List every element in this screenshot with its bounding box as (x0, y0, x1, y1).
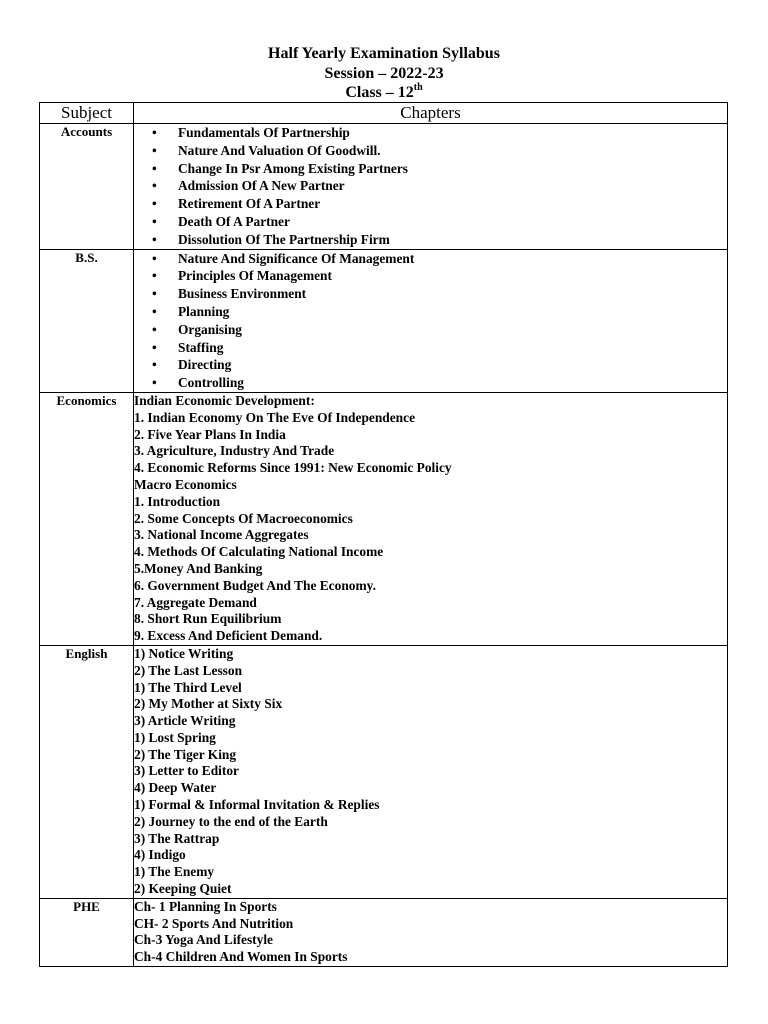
list-item (152, 160, 727, 178)
chapter-line: 2) Journey to the end of the Earth (134, 813, 328, 829)
chapter-list (134, 124, 727, 249)
chapters-cell-bs (134, 249, 728, 392)
chapter-line: Ch-3 Yoga And Lifestyle (134, 932, 273, 948)
chapter-line: 2) The Last Lesson (134, 662, 243, 678)
bullet-glyph: • (152, 357, 157, 373)
chapter-text: Business Environment (178, 286, 307, 302)
bullet-glyph: • (152, 125, 157, 140)
chapter-line: 8. Short Run Equilibrium (134, 611, 282, 627)
chapters-cell-economics (134, 392, 728, 645)
list-item (152, 321, 727, 339)
bullet-glyph: • (152, 142, 157, 158)
column-header-subject: Subject (40, 103, 134, 124)
list-item (152, 339, 727, 357)
list-item (152, 124, 727, 142)
chapter-line: 6. Government Budget And The Economy. (134, 577, 376, 593)
chapter-line: 1. Introduction (134, 493, 221, 509)
chapter-line: 4) Deep Water (134, 780, 217, 796)
chapter-text: Organising (178, 321, 242, 337)
chapter-line: 3. Agriculture, Industry And Trade (134, 443, 335, 459)
list-item (152, 142, 727, 160)
table-row-economics (40, 392, 728, 645)
list-item (152, 267, 727, 285)
list-item (152, 231, 727, 249)
table-header-row (40, 103, 728, 124)
class-text: Class – 12 (345, 84, 414, 101)
chapter-line: 4) Indigo (134, 847, 186, 863)
chapter-line: 2. Five Year Plans In India (134, 426, 286, 442)
subject-cell-phe: PHE (40, 898, 134, 966)
column-header-chapters: Chapters (134, 103, 728, 124)
bullet-glyph: • (152, 160, 157, 176)
chapter-line: Ch-4 Children And Women In Sports (134, 949, 348, 965)
chapter-text: Admission Of A New Partner (178, 178, 345, 194)
list-item (152, 285, 727, 303)
chapter-line: 3) Letter to Editor (134, 763, 239, 779)
table-row-bs (40, 249, 728, 392)
bullet-glyph: • (152, 303, 157, 319)
chapter-text: Fundamentals Of Partnership (178, 125, 350, 140)
chapter-text: Directing (178, 357, 232, 373)
list-item (152, 213, 727, 231)
list-item (152, 195, 727, 213)
chapter-line: 2. Some Concepts Of Macroeconomics (134, 510, 353, 526)
chapters-cell-english (134, 645, 728, 898)
chapter-text: Staffing (178, 339, 224, 355)
chapter-text: Death Of A Partner (178, 213, 290, 229)
bullet-glyph: • (152, 250, 157, 266)
chapter-line: 1) Notice Writing (134, 645, 234, 661)
chapter-line: 2) The Tiger King (134, 746, 237, 762)
bullet-glyph: • (152, 196, 157, 212)
chapter-line: 4. Methods Of Calculating National Income (134, 544, 384, 560)
chapter-text: Controlling (178, 375, 244, 391)
subject-cell-economics: Economics (40, 392, 134, 645)
bullet-glyph: • (152, 375, 157, 391)
chapter-line: 2) My Mother at Sixty Six (134, 696, 283, 712)
chapter-line: 1) The Enemy (134, 864, 215, 880)
chapter-line: 9. Excess And Deficient Demand. (134, 628, 323, 644)
chapter-line: 1) The Third Level (134, 679, 242, 695)
list-item (152, 356, 727, 374)
bullet-glyph: • (152, 231, 157, 247)
bullet-glyph: • (152, 321, 157, 337)
table-row-english (40, 645, 728, 898)
table-row-accounts (40, 124, 728, 250)
list-item (152, 303, 727, 321)
list-item (152, 374, 727, 392)
list-item (152, 177, 727, 195)
chapter-line: 4. Economic Reforms Since 1991: New Economic Policy (134, 460, 452, 476)
chapter-text: Nature And Significance Of Management (178, 250, 415, 266)
chapter-line: 2) Keeping Quiet (134, 881, 232, 897)
chapter-list (134, 250, 727, 392)
chapter-text: Change In Psr Among Existing Partners (178, 160, 409, 176)
chapter-line: 3. National Income Aggregates (134, 527, 309, 543)
subject-cell-bs: B.S. (40, 249, 134, 392)
list-item (152, 250, 727, 268)
chapter-line: 3) The Rattrap (134, 830, 220, 846)
chapters-cell-phe (134, 898, 728, 966)
bullet-glyph: • (152, 268, 157, 284)
session-line: Session – 2022-23 (324, 65, 444, 82)
syllabus-table (39, 102, 728, 967)
chapter-line: 7. Aggregate Demand (134, 594, 257, 610)
class-line (0, 83, 768, 102)
chapter-line: CH- 2 Sports And Nutrition (134, 915, 294, 931)
document-title: Half Yearly Examination Syllabus (268, 45, 500, 62)
chapter-line: 3) Article Writing (134, 713, 236, 729)
chapter-line: 1. Indian Economy On The Eve Of Independence (134, 409, 416, 425)
table-row-phe (40, 898, 728, 966)
chapter-line: 1) Lost Spring (134, 729, 216, 745)
chapter-text: Planning (178, 303, 230, 319)
chapter-text: Principles Of Management (178, 268, 332, 284)
bullet-glyph: • (152, 286, 157, 302)
chapter-text: Retirement Of A Partner (178, 196, 321, 212)
chapter-line: 5.Money And Banking (134, 560, 263, 576)
chapter-line: 1) Formal & Informal Invitation & Replies (134, 797, 380, 813)
chapter-line: Indian Economic Development: (134, 392, 315, 408)
subject-cell-english: English (40, 645, 134, 898)
chapters-cell-accounts (134, 124, 728, 250)
bullet-glyph: • (152, 339, 157, 355)
subject-cell-accounts: Accounts (40, 124, 134, 250)
class-superscript: th (413, 82, 423, 93)
chapter-line: Ch- 1 Planning In Sports (134, 898, 277, 914)
bullet-glyph: • (152, 213, 157, 229)
chapter-text: Nature And Valuation Of Goodwill. (178, 142, 381, 158)
bullet-glyph: • (152, 178, 157, 194)
chapter-line: Macro Economics (134, 476, 237, 492)
chapter-text: Dissolution Of The Partnership Firm (178, 231, 390, 247)
